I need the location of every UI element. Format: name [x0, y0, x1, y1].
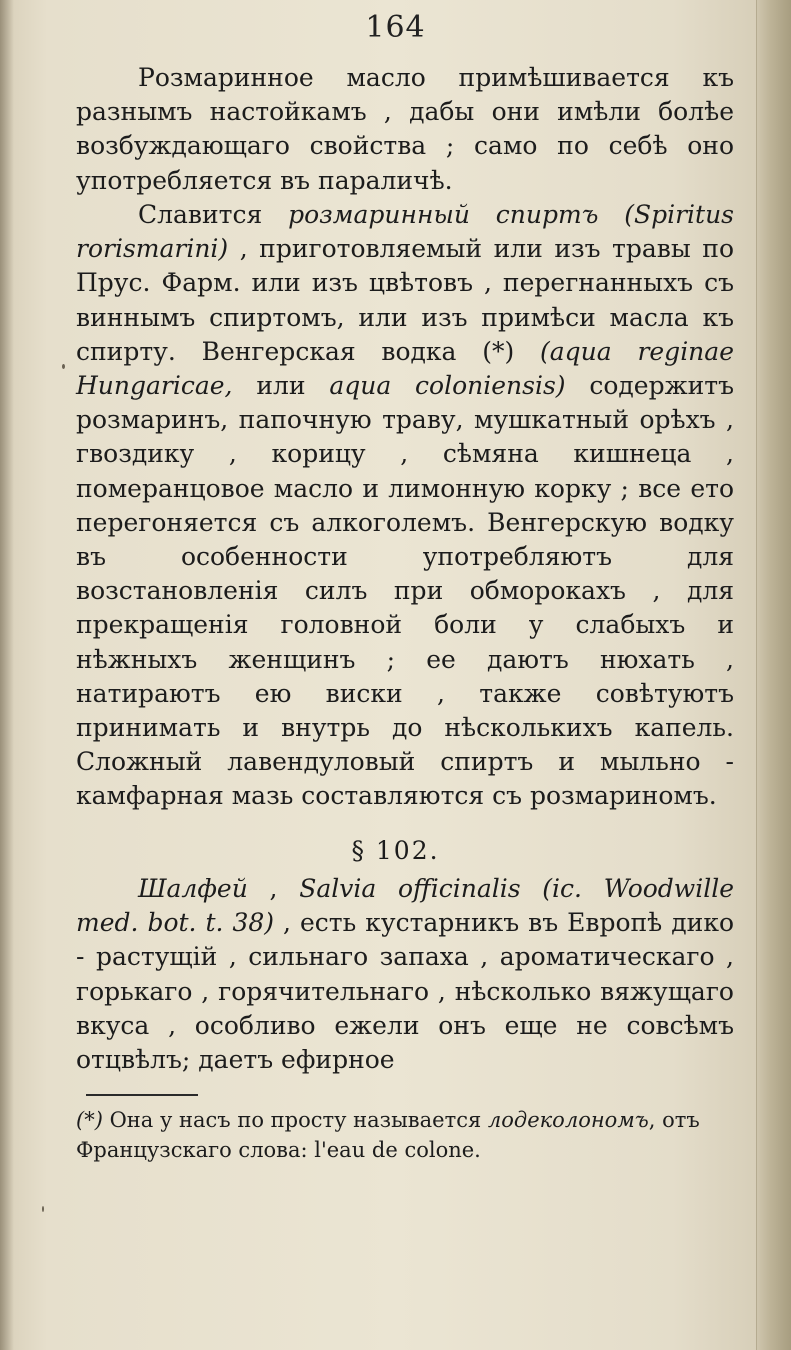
- text-run: содержитъ розмаринъ, папочную траву, мушкатный орѣхъ , гвоздику , корицу , сѣмяна кишнеца , померанцовое масло и лимонную корку ; все ето перегоняется съ алкоголемъ. Венгерскую водку въ особенности употребляютъ для возстановленія силъ при обморокахъ , для прекращенія головной боли у слабыхъ и нѣжныхъ женщинъ ; ее даютъ нюхать , натираютъ ею виски , также совѣтуютъ принимать и внутрь до нѣсколькихъ капель. Сложный лавендуловый спиртъ и мыльно - камфарная мазь составляются съ розмариномъ.: [76, 371, 734, 811]
- footnote-text: Она у насъ по просту называется: [102, 1108, 488, 1132]
- text-run: Славится: [138, 200, 289, 229]
- paragraph-sage: [76, 872, 734, 1077]
- latin-term: (aqua reginae Hungaricae,: [76, 336, 734, 401]
- paragraph-text: [76, 198, 734, 814]
- spine-shadow: [0, 0, 14, 1350]
- paragraph-text: [76, 872, 734, 1077]
- footnote-marker: (*): [76, 1108, 103, 1132]
- footnote-italic-term: лодеколономъ: [487, 1108, 649, 1132]
- paragraph-rosemary-oil: [76, 61, 734, 198]
- footnote-text: , отъ Французскаго слова: l'eau de colone.: [76, 1108, 700, 1162]
- footnote-divider: [86, 1094, 198, 1096]
- page-number: 164: [365, 10, 426, 45]
- page-edge: [756, 0, 791, 1350]
- text-run: , есть кустарникъ въ Европѣ дико - растущій , сильнаго запаха , ароматическаго , горькаго , горячительнаго , нѣсколько вяжущаго вкуса , особливо ежели онъ еще не совсѣмъ отцвѣлъ; даетъ ефирное: [76, 908, 734, 1075]
- latin-term: (Spiritus rorismarini): [76, 200, 735, 264]
- italic-term: розмаринный спиртъ: [288, 200, 599, 229]
- paper-speck: [62, 364, 65, 369]
- paragraph-text: Розмаринное масло примѣшивается къ разнымъ настойкамъ , дабы они имѣли болѣе возбуждающаго свойства ; само по себѣ оно употребляется въ параличѣ.: [76, 63, 734, 195]
- latin-term: aqua coloniensis): [329, 371, 566, 401]
- text-run: ,: [247, 874, 300, 903]
- paragraph-rosemary-spirit: [76, 198, 734, 814]
- text-run: или: [232, 371, 330, 401]
- footnote: [76, 1105, 736, 1165]
- latin-term: Salvia officinalis (ic. Woodwille med. bot. t. 38): [76, 874, 734, 938]
- text-run: , приготовляемый или изъ травы по Прус. Фарм. или изъ цвѣтовъ , перегнанныхъ съ виннымъ спиртомъ, или изъ примѣси масла къ спирту. Венгерская водка (*): [76, 234, 734, 366]
- paper-speck: [42, 1206, 44, 1212]
- section-heading: § 102.: [351, 836, 440, 865]
- italic-term: Шалфей: [138, 874, 248, 903]
